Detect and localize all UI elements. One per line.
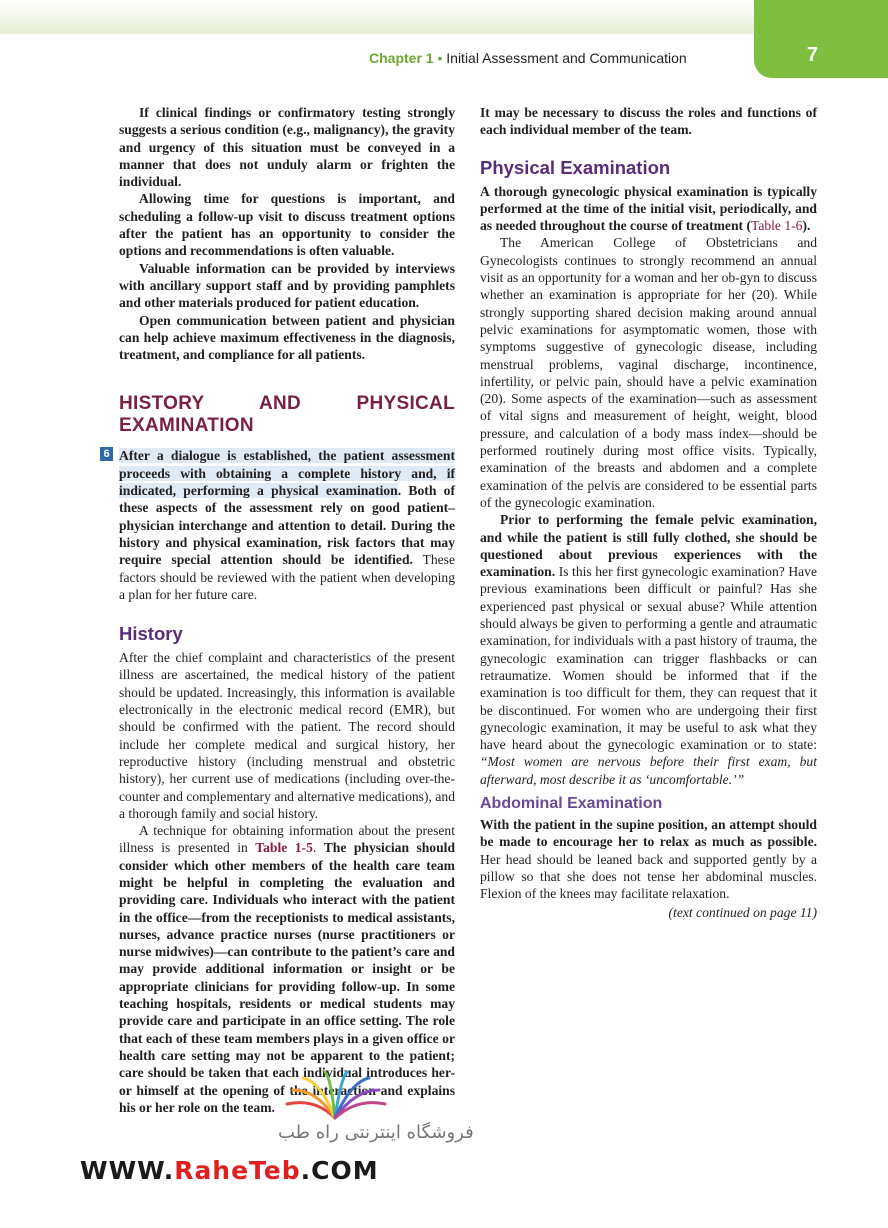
- running-head: [369, 50, 687, 66]
- subsection-heading-physical-examination: Physical Examination: [480, 156, 671, 178]
- paragraph: The American College of Obstetricians and Gynecologists continues to strongly recommend an annual visit as an opportunity for a woman and her ob-gyn to discuss whether an examination is appropriate for her (20). While strongly supporting shared decision making around annual pelvic examinations for asymptomatic women, those with symptoms suggestive of gynecologic disease, including menstrual problems, vaginal discharge, incontinence, infertility, or pelvic pain, should have a pelvic examination (20). Some aspects of the examination—such as assessment of vital signs and measurement of height, weight, blood pressure, and calculation of a body mass index—should be performed routinely during most office visits. Typically, examination of the breasts and abdomen and a complete examination of the pelvis are considered to be essential parts of the gynecologic examination.: [480, 235, 817, 510]
- paragraph: It may be necessary to discuss the roles and functions of each individual member of the team.: [480, 105, 817, 138]
- paragraph: If clinical findings or confirmatory testing strongly suggests a serious condition (e.g., malignancy), the gravity and urgency of this situation must be conveyed in a manner that does not unduly alarm or frighten the individual.: [119, 105, 455, 190]
- bold-text: A thorough gynecologic physical examination is typically performed at the time of the initial visit, periodically, and as needed throughout the course of treatment (: [480, 183, 817, 234]
- section-heading: HISTORY AND PHYSICAL EXAMINATION: [119, 393, 455, 437]
- highlighted-text: After a dialogue is established, the patient assessment proceeds with obtaining a complete history and, if indicated, performing a physical examination: [119, 448, 455, 499]
- paragraph: [480, 511, 817, 788]
- key-point-marker: 6: [100, 447, 113, 461]
- left-column: [103, 104, 456, 1116]
- right-column: [480, 104, 817, 922]
- table-reference-link[interactable]: Table 1-5: [255, 840, 313, 856]
- bold-text: ).: [802, 218, 811, 234]
- bold-text: With the patient in the supine position, an attempt should be made to encourage her to relax as much as possible.: [480, 816, 817, 850]
- page-number-tab: [754, 0, 888, 78]
- bold-text: . Both of these aspects of the assessment rely on good patient–physician interchange and attention to detail. During the history and physical examination, risk factors that may require special attention should be identified.: [119, 483, 455, 568]
- bold-text: Prior to performing the female pelvic examination, and while the patient is still fully clothed, she should be questioned about previous experiences with the examination.: [480, 512, 817, 580]
- italic-quote: “Most women are nervous before their first exam, but afterward, most describe it as ‘uncomfortable.’”: [480, 754, 817, 787]
- url-suffix: .COM: [300, 1156, 379, 1185]
- subsection-heading-abdominal-examination: Abdominal Examination: [480, 794, 663, 812]
- page-number: 7: [806, 44, 818, 66]
- plain-text: These factors should be reviewed with the patient when developing a plan for her future care.: [119, 552, 455, 602]
- paragraph: [119, 822, 455, 1116]
- plain-text: Is this her first gynecologic examination? Have previous examinations been difficult or painful? Has she experienced past physical or sexual abuse? While attention should always be given to performing a gentle and atraumatic examination, for individuals with a past history of trauma, the gynecologic examination can trigger flashbacks or can retraumatize. Women should be informed that if the examination is too difficult for them, they can request that it be discontinued. For women who are undergoing their first gynecologic examination, it may be useful to ask what they have heard about the gynecologic examination or to state:: [480, 564, 817, 753]
- paragraph: [480, 816, 817, 902]
- chapter-number: Chapter 1: [369, 50, 434, 66]
- continued-note: (text continued on page 11): [668, 905, 817, 921]
- paragraph: Open communication between patient and physician can help achieve maximum effectiveness in the diagnosis, treatment, and compliance for all patients.: [119, 312, 455, 363]
- subsection-heading-history: History: [119, 623, 183, 645]
- chapter-title: Initial Assessment and Communication: [446, 50, 687, 66]
- plain-text: Her head should be leaned back and supported gently by a pillow so that she does not tense her abdominal muscles. Flexion of the knees may facilitate relaxation.: [480, 851, 817, 902]
- url-brand: RaheTeb: [174, 1156, 301, 1185]
- url-prefix: WWW.: [80, 1156, 175, 1185]
- watermark-url: [80, 1156, 379, 1185]
- paragraph: Valuable information can be provided by interviews with ancillary support staff and by providing pamphlets and other materials produced for patient education.: [119, 260, 455, 311]
- bold-text: The physician should consider which other members of the health care team might be helpful in completing the evaluation and providing care. Individuals who interact with the patient in the office—from the receptionists to medical assistants, nurses, advance practice nurses (nurse practitioners or nurse midwives)—can contribute to the patient’s care and may provide additional information or insight or be appropriate clinicians for providing follow-up. In some teaching hospitals, residents or medical students may provide care and participate in an office setting. The role that each of these team members plays in a given office or health care setting may not be apparent to the patient; care should be taken that each individual introduces her- or himself at the opening of the interaction and explains his or her role on the team.: [119, 840, 456, 1115]
- bullet-separator: •: [437, 50, 443, 66]
- paragraph: After the chief complaint and characteristics of the present illness are ascertained, the medical history of the patient should be updated. Increasingly, this information is available electronically in the electronic medical record (EMR), but should be confirmed with the patient. The record should include her complete medical and surgical history, her reproductive history (including menstrual and obstetric history), her current use of medications (including over-the-counter and complementary and alternative medications), and a thorough family and social history.: [119, 650, 455, 821]
- table-reference-link[interactable]: Table 1-6: [750, 218, 803, 234]
- paragraph: Allowing time for questions is important, and scheduling a follow-up visit to discuss treatment options after the patient has an opportunity to consider the options and recommendations is often valuable.: [119, 191, 455, 259]
- key-point-paragraph: [103, 447, 455, 603]
- plain-text: .: [312, 840, 324, 856]
- plain-text: A technique for obtaining information about the present illness is presented in: [119, 823, 455, 856]
- page-header: [0, 0, 888, 80]
- watermark-persian-text: فروشگاه اینترنتی راه طب: [278, 1122, 474, 1143]
- paragraph: [480, 183, 817, 235]
